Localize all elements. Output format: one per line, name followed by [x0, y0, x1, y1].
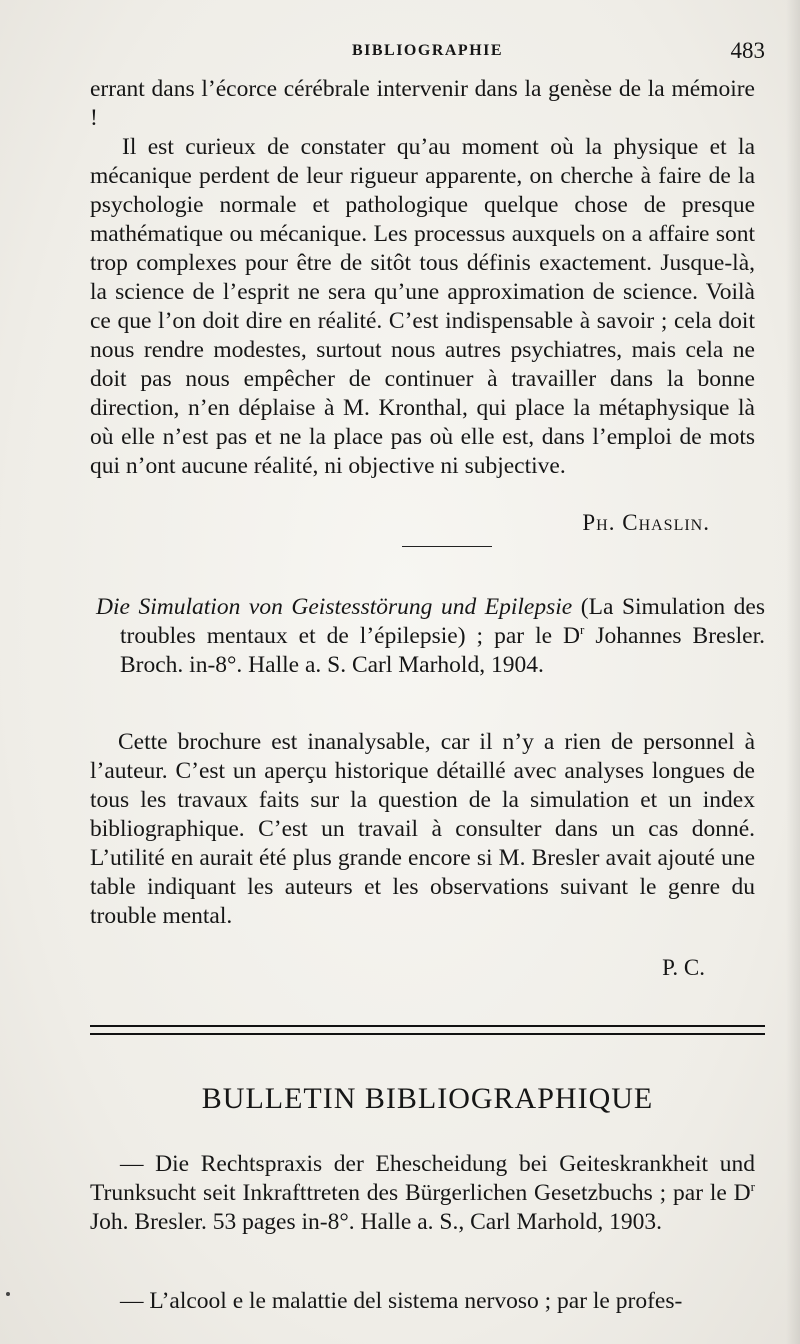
superscript-r: r: [580, 622, 585, 638]
paragraph-continuation: errant dans l’écorce cérébrale intervenir dans la genèse de la mémoire !: [90, 76, 755, 131]
book-title: Die Simulation von Geistesstörung und Epilepsie: [96, 594, 573, 620]
page-header: [90, 38, 765, 68]
bulletin-entry: [90, 1150, 755, 1237]
review-bresler-reference: [90, 593, 765, 680]
entry-text-b: Joh. Bresler. 53 pages in-8°. Halle a. S., Carl Marhold, 1903.: [90, 1209, 662, 1235]
page-number: 483: [730, 38, 765, 63]
review-bresler-body: Cette brochure est inanalysable, car il n’y a rien de personnel à l’auteur. C’est un aperçu historique détaillé avec analyses longues de tous les travaux faits sur la question de la simulation et un index bibliographique. C’est un travail à consulter dans un cas donné. L’utilité en aurait été plus grande encore si M. Bresler avait ajouté une table indiquant les auteurs et les observations suivant le genre du trouble mental.: [90, 729, 755, 929]
superscript-r: r: [750, 1179, 755, 1195]
paragraph-main: Il est curieux de constater qu’au moment où la physique et la mécanique perdent de leur rigueur apparente, on cherche à faire de la psychologie normale et pathologique quelque chose de presque mathématique ou mécanique. Les processus auxquels on a affaire sont trop complexes pour être de sitôt tous définis exactement. Jusque-là, la science de l’esprit ne sera qu’une approximation de science. Voilà ce que l’on doit dire en réalité. C’est indispensable à savoir ; cela doit nous rendre modestes, surtout nous autres psychiatres, mais cela ne doit pas nous empêcher de continuer à travailler dans la bonne direction, n’en déplaise à M. Kronthal, qui place la métaphysique là où elle n’est pas et ne la place pas où elle est, dans l’emploi de mots qui n’ont aucune réalité, ni objective ni subjective.: [90, 134, 755, 479]
page-edge-shadow: [786, 0, 800, 1344]
separator-rule: [402, 546, 492, 547]
signature-pc: P. C.: [662, 955, 705, 980]
running-head: BIBLIOGRAPHIE: [351, 42, 504, 59]
reference-text-a: (La Simulation des troubles mentaux et de l’épilepsie) ; par le D: [120, 594, 765, 649]
section-double-rule: [90, 1025, 765, 1035]
review-chaslin-text: [90, 75, 755, 481]
section-title: BULLETIN BIBLIOGRAPHIQUE: [201, 1082, 654, 1115]
margin-speck: [6, 1292, 10, 1296]
entry-text-a: — Die Rechtspraxis der Ehescheidung bei Geiteskrankheit und Trunksucht seit Inkrafttreten des Bürgerlichen Gesetzbuchs ; par le D: [90, 1151, 755, 1206]
bulletin-entry: — L’alcool e le malattie del sistema nervoso ; par le profes-: [120, 1288, 683, 1314]
reference-text-b: Johannes Bresler. Broch. in-8°. Halle a. S. Carl Marhold, 1904.: [120, 623, 765, 678]
signature-chaslin: Ph. Chaslin.: [582, 510, 710, 535]
